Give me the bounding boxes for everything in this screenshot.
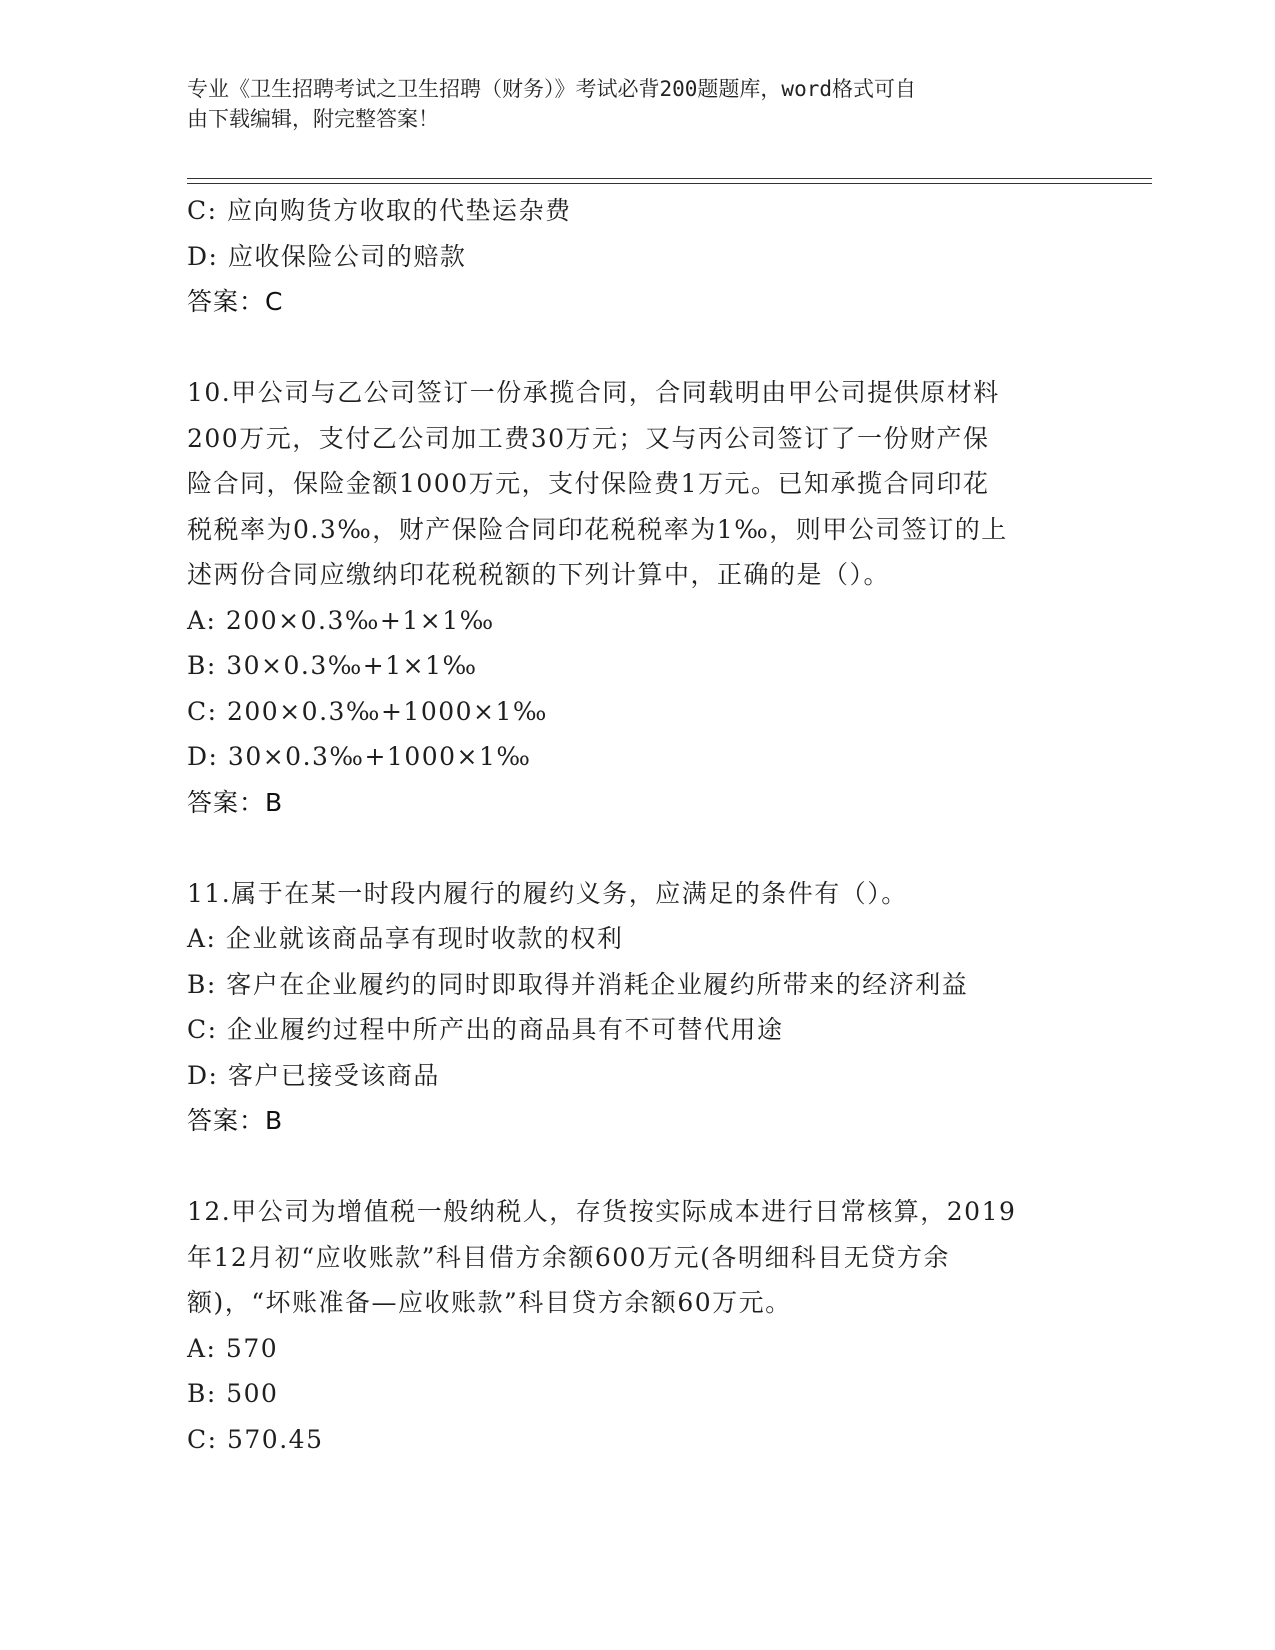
header-line: 由下载编辑，附完整答案！ [187, 107, 439, 131]
header-divider [187, 183, 1152, 184]
question-stem-line: 11.属于在某一时段内履行的履约义务，应满足的条件有（）。 [187, 878, 908, 908]
option-a: A: 企业就该商品享有现时收款的权利 [187, 924, 624, 953]
question-stem-line: 12.甲公司为增值税一般纳税人，存货按实际成本进行日常核算，2019 [187, 1197, 1017, 1226]
question-stem-line: 述两份合同应缴纳印花税税额的下列计算中，正确的是（）。 [187, 560, 891, 589]
spacer [187, 825, 1087, 871]
option-d: D: 30×0.3‰+1000×1‰ [187, 742, 532, 771]
option-c: C: 200×0.3‰+1000×1‰ [187, 696, 548, 726]
header-divider [187, 178, 1152, 179]
option-b: B: 客户在企业履约的同时即取得并消耗企业履约所带来的经济利益 [187, 969, 969, 999]
answer: 答案：C [187, 287, 284, 316]
option-a: A: 200×0.3‰+1×1‰ [187, 605, 495, 635]
question-block [187, 1189, 1087, 1462]
question-stem-line: 额)，“坏账准备—应收账款”科目贷方余额60万元。 [187, 1288, 792, 1317]
question-stem-line: 年12月初“应收账款”科目借方余额600万元(各明细科目无贷方余 [187, 1242, 950, 1272]
option-c: C: 企业履约过程中所产出的商品具有不可替代用途 [187, 1015, 784, 1044]
option-b: B: 30×0.3‰+1×1‰ [187, 651, 478, 680]
question-stem-line: 200万元，支付乙公司加工费30万元；又与丙公司签订了一份财产保 [187, 423, 990, 453]
question-stem-line: 险合同，保险金额1000万元，支付保险费1万元。已知承揽合同印花 [187, 469, 990, 498]
spacer [187, 325, 1087, 371]
option-c: C: 570.45 [187, 1424, 324, 1454]
option-a: A: 570 [187, 1333, 279, 1363]
question-block [187, 370, 1087, 825]
option-d: D: 客户已接受该商品 [187, 1060, 440, 1090]
answer: 答案：B [187, 787, 284, 817]
spacer [187, 1144, 1087, 1190]
question-block [187, 188, 1087, 325]
question-stem-line: 10.甲公司与乙公司签订一份承揽合同，合同载明由甲公司提供原材料 [187, 378, 1000, 407]
header-line: 专业《卫生招聘考试之卫生招聘（财务）》考试必背200题题库，word格式可自 [187, 77, 916, 101]
answer: 答案：B [187, 1106, 284, 1135]
document-header [187, 74, 1067, 134]
question-block [187, 871, 1087, 1144]
option-b: B: 500 [187, 1379, 279, 1408]
question-stem-line: 税税率为0.3‰，财产保险合同印花税税率为1‰，则甲公司签订的上 [187, 514, 1008, 544]
option-d: D: 应收保险公司的赔款 [187, 241, 467, 271]
question-list [187, 188, 1087, 1462]
option-c: C: 应向购货方收取的代垫运杂费 [187, 196, 572, 225]
